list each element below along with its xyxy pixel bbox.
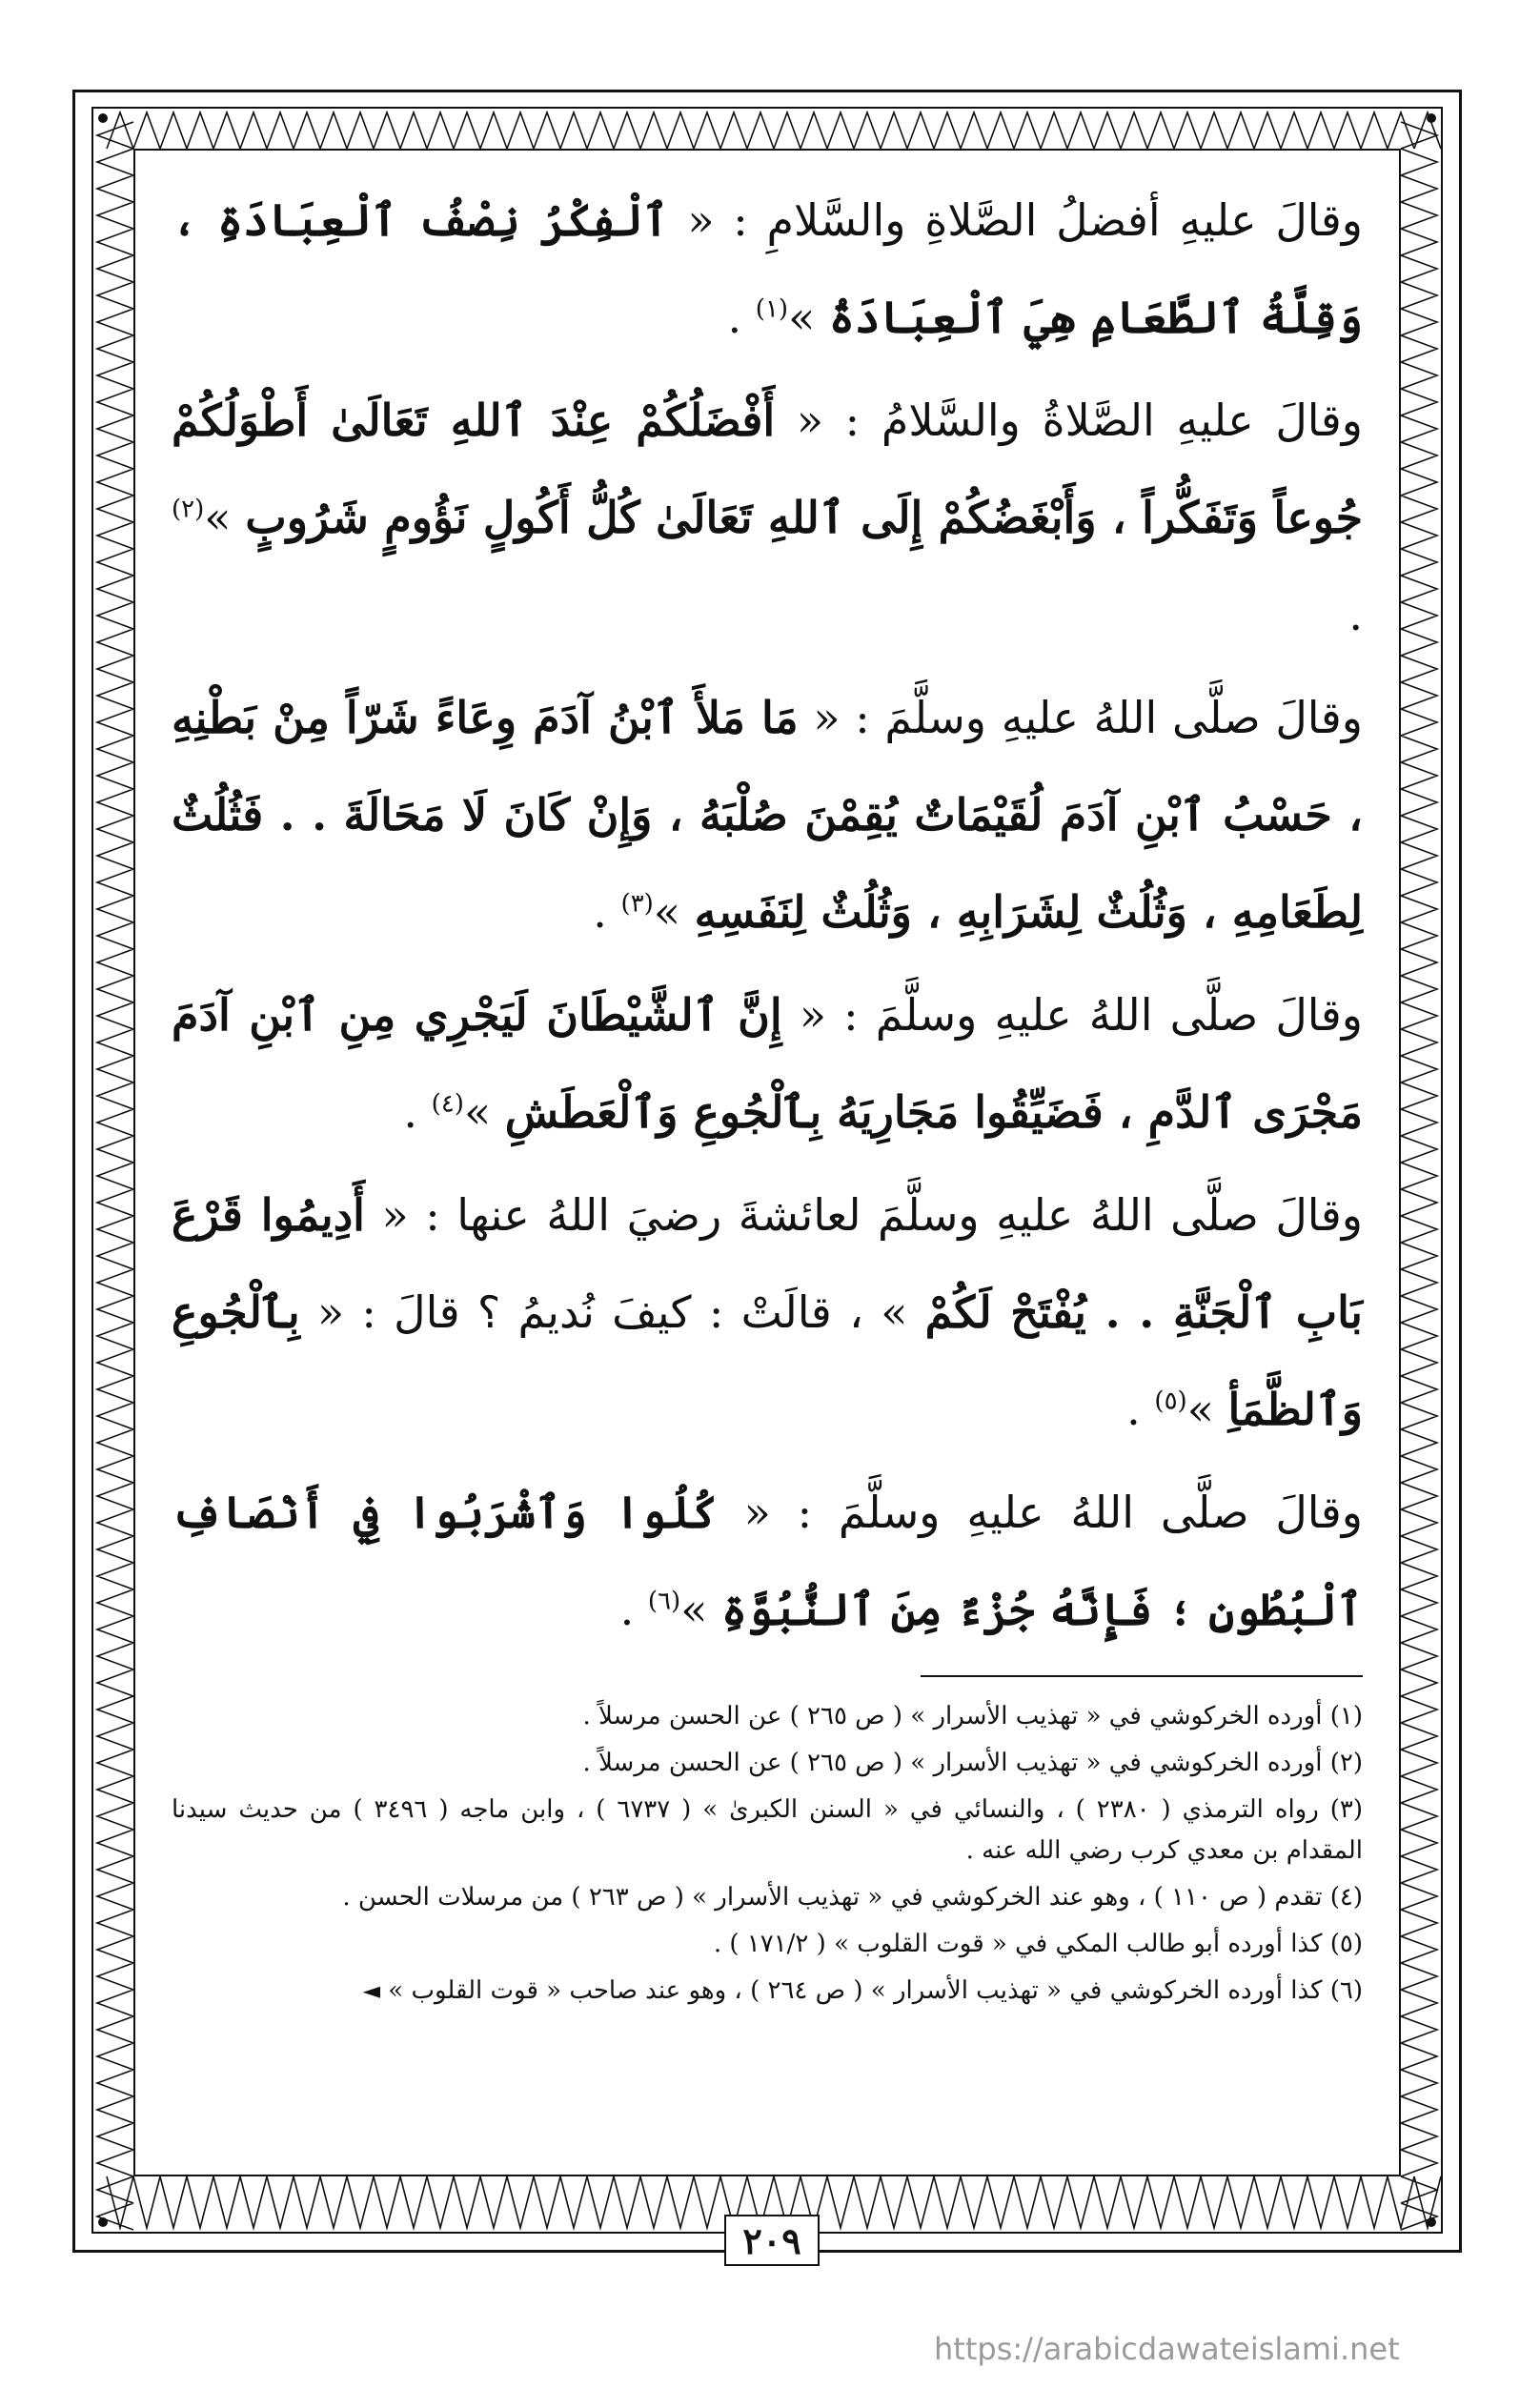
paragraph-intro: وقالَ عليهِ أفضلُ الصَّلاةِ والسَّلامِ : «: [668, 194, 1364, 246]
hadith-quote: مَا مَلأَ ٱبْنُ آدَمَ وِعَاءً شَرّاً مِنْ بَطْنِهِ ، حَسْبُ ٱبْنِ آدَمَ لُقَيْمَاتٌ يُقِمْنَ صُلْبَهُ ، وَإِنْ كَانَ لَا مَحَالَةَ . . فَثُلُثٌ لِطَعَامِهِ ، وَثُلُثٌ لِشَرَابِهِ ، وَثُلُثٌ لِنَفَسِهِ: [172, 692, 1363, 938]
footnote-ref: (٢): [172, 495, 205, 524]
hadith-paragraph-4: [172, 966, 1363, 1161]
sentence-end: .: [1126, 1384, 1155, 1435]
main-text: [172, 172, 1363, 1664]
quote-close: » ، قالَتْ : كيفَ نُديمُ ؟ قالَ : «: [299, 1286, 925, 1338]
corner-ornament: [1427, 2217, 1436, 2227]
footnote-6: (٦) كذا أورده الخركوشي في « تهذيب الأسرار » ( ص ٢٦٤ ) ، وهو عند صاحب « قوت القلوب »: [388, 1976, 1363, 2005]
quote-close: »: [788, 292, 829, 343]
hadith-paragraph-6: [172, 1464, 1363, 1658]
footnote-ref: (٤): [431, 1089, 464, 1119]
paragraph-intro: وقالَ صلَّى اللهُ عليهِ وسلَّمَ لعائشةَ رضيَ اللهُ عنها : «: [364, 1189, 1363, 1241]
footnotes: [172, 1696, 1363, 2017]
footnote-separator: [921, 1675, 1363, 1677]
footnote-ref: (٦): [647, 1587, 681, 1616]
paragraph-intro: وقالَ صلَّى اللهُ عليهِ وسلَّمَ : «: [781, 989, 1363, 1041]
hadith-quote: إِنَّ ٱلشَّيْطَانَ لَيَجْرِي مِنِ ٱبْنِ آدَمَ مَجْرَى ٱلدَّمِ ، فَضَيِّقُوا مَجَارِيَهُ بِٱلْجُوعِ وَٱلْعَطَشِ: [172, 989, 1363, 1138]
hadith-paragraph-5: [172, 1166, 1363, 1458]
footnote-6-wrapper: [172, 1971, 1363, 2012]
quote-close: »: [204, 492, 246, 543]
paragraph-intro: وقالَ عليهِ الصَّلاةُ والسَّلامُ : «: [775, 395, 1363, 446]
hadith-quote-answer: بِٱلْجُوعِ وَٱلظَّمَأِ: [172, 1286, 1363, 1435]
page-number: ٢٠٩: [724, 2215, 820, 2266]
footnote-1: (١) أورده الخركوشي في « تهذيب الأسرار » ( ص ٢٦٥ ) عن الحسن مرسلاً .: [582, 1702, 1363, 1730]
continuation-arrow-icon: ◄: [362, 1977, 381, 2004]
sentence-end: .: [619, 1584, 648, 1635]
footnote-5: (٥) كذا أورده أبو طالب المكي في « قوت القلوب » ( ١٧١/٢ ) .: [713, 1930, 1363, 1958]
quote-close: »: [653, 886, 695, 938]
sentence-end: .: [727, 292, 756, 343]
watermark-url: https://arabicdawateislami.net: [934, 2331, 1400, 2367]
footnote-2: (٢) أورده الخركوشي في « تهذيب الأسرار » ( ص ٢٦٥ ) عن الحسن مرسلاً .: [582, 1749, 1363, 1777]
sentence-end: .: [593, 886, 621, 938]
footnote-ref: (٥): [1154, 1386, 1187, 1416]
footnote-ref: (١): [755, 294, 789, 324]
hadith-paragraph-3: [172, 669, 1363, 961]
paragraph-intro: وقالَ صلَّى اللهُ عليهِ وسلَّمَ : «: [717, 1487, 1363, 1538]
quote-close: »: [463, 1086, 505, 1138]
corner-ornament: [1427, 113, 1436, 123]
corner-ornament: [98, 113, 108, 123]
quote-close: »: [680, 1584, 721, 1635]
footnote-4: (٤) تقدم ( ص ١١٠ ) ، وهو عند الخركوشي في « تهذيب الأسرار » ( ص ٢٦٣ ) من مرسلات الحسن .: [342, 1883, 1363, 1912]
sentence-end: .: [1348, 589, 1363, 640]
hadith-quote: أَدِيمُوا قَرْعَ بَابِ ٱلْجَنَّةِ . . يُفْتَحْ لَكُمْ: [172, 1189, 1363, 1338]
hadith-paragraph-2: [172, 372, 1363, 663]
footnote-ref: (٣): [620, 889, 654, 919]
quote-close: »: [1186, 1384, 1228, 1435]
hadith-quote: أَفْضَلُكُمْ عِنْدَ ٱللهِ تَعَالَىٰ أَطْوَلُكُمْ جُوعاً وَتَفَكُّراً ، وَأَبْغَضُكُمْ إِلَى ٱللهِ تَعَالَىٰ كُلُّ أَكُولٍ نَؤُومٍ شَرُوبٍ: [172, 395, 1363, 543]
corner-ornament: [98, 2217, 108, 2227]
sentence-end: .: [403, 1086, 432, 1138]
footnote-3: (٣) رواه الترمذي ( ٢٣٨٠ ) ، والنسائي في « السنن الكبرىٰ » ( ٦٧٣٧ ) ، وابن ماجه ( ٣٤٩٦ ) من حديث سيدنا المقدام بن معدي كرب رضي الله عنه .: [172, 1795, 1363, 1865]
hadith-quote: كُلُوا وَٱشْرَبُوا فِي أَنْصَافِ ٱلْبُطُونِ ؛ فَإِنَّهُ جُزْءٌ مِنَ ٱلنُّبُوَّةِ: [172, 1487, 1363, 1635]
hadith-paragraph-1: [172, 172, 1363, 366]
hadith-quote: ٱلْفِكْرُ نِصْفُ ٱلْعِبَادَةِ ، وَقِلَّةُ ٱلطَّعَامِ هِيَ ٱلْعِبَادَةُ: [172, 194, 1363, 343]
paragraph-intro: وقالَ صلَّى اللهُ عليهِ وسلَّمَ : «: [798, 692, 1363, 743]
